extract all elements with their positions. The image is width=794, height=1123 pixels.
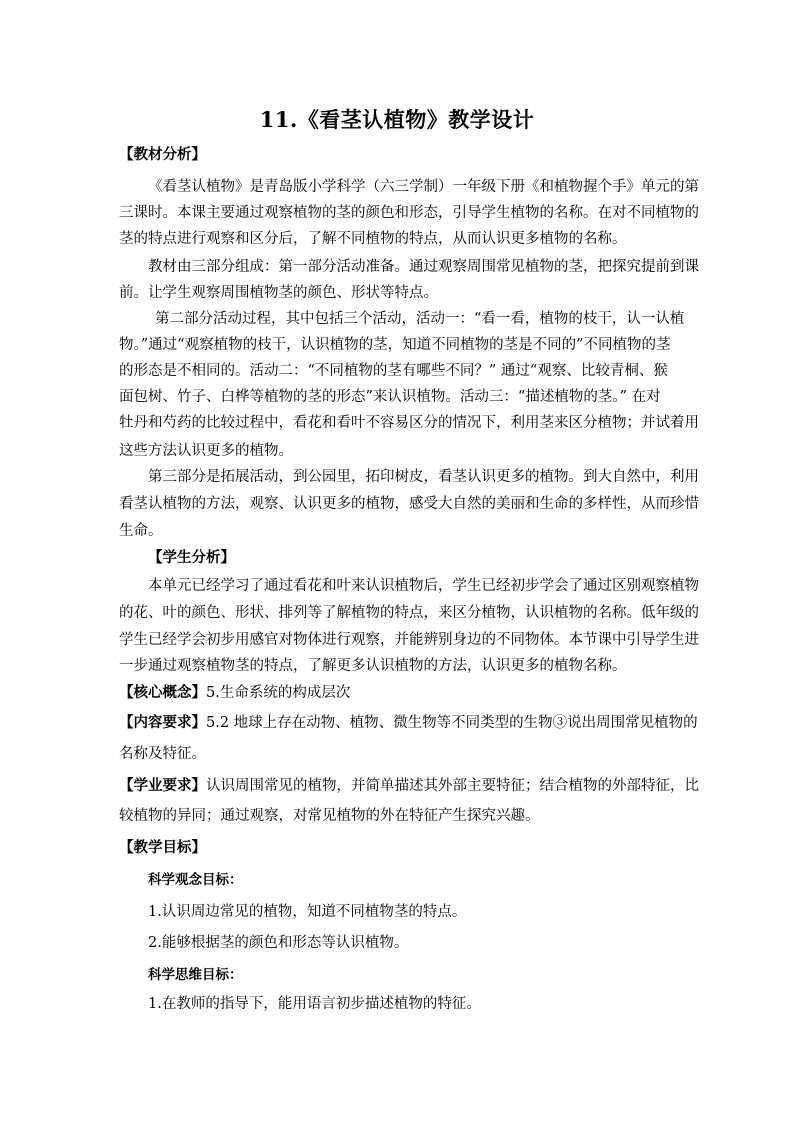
paragraph-line: 第二部分活动过程，其中包括三个活动，活动一：“看一看，植物的枝干，认一认植	[155, 311, 685, 327]
content-requirement-line	[119, 714, 698, 732]
paragraph-line: 三课时。本课主要通过观察植物的茎的颜色和形态，引导学生植物的名称。在对不同植物的	[119, 205, 699, 221]
learning-requirement-label: 【学业要求】	[119, 777, 206, 794]
paragraph-line: 教材由三部分组成：第一部分活动准备。通过观察周围常见植物的茎，把探究提前到课	[148, 259, 699, 275]
paragraph-line: 生命。	[119, 523, 163, 539]
subheading-concept-goals: 科学观念目标：	[148, 872, 243, 888]
section-heading-goals: 【教学目标】	[119, 839, 206, 856]
core-concept-text: 5.生命系统的构成层次	[206, 685, 351, 701]
section-heading-textbook: 【教材分析】	[119, 146, 206, 163]
paragraph-line: 这些方法认识更多的植物。	[119, 443, 293, 459]
paragraph-line: 第三部分是拓展活动，到公园里，拓印树皮，看茎认识更多的植物。到大自然中，利用	[148, 469, 699, 485]
paragraph-line: 本单元已经学习了通过看花和叶来认识植物后，学生已经初步学会了通过区别观察植物	[148, 578, 699, 594]
paragraph-line: 前。让学生观察周围植物茎的颜色、形状等特点。	[119, 285, 438, 301]
content-requirement-label: 【内容要求】	[119, 714, 206, 731]
paragraph-line: 一步通过观察植物茎的特点，了解更多认识植物的方法，认识更多的植物名称。	[119, 658, 627, 674]
paragraph-line: 《看茎认植物》是青岛版小学科学（六三学制）一年级下册《和植物握个手》单元的第	[148, 179, 699, 195]
paragraph-line: 牡丹和芍药的比较过程中，看花和看叶不容易区分的情况下，利用茎来区分植物；并试着用	[119, 415, 699, 431]
paragraph-line: 茎的特点进行观察和区分后，了解不同植物的特点，从而认识更多植物的名称。	[119, 231, 627, 247]
subheading-thinking-goals: 科学思维目标：	[148, 967, 243, 983]
paragraph-line: 看茎认植物的方法，观察、认识更多的植物，感受大自然的美丽和生命的多样性，从而珍惜	[119, 496, 699, 512]
goal-item: 1.认识周边常见的植物，知道不同植物茎的特点。	[148, 904, 467, 920]
paragraph-line: 的形态是不相同的。活动二：“不同植物的茎有哪些不同？” 通过“观察、比较青桐、猴	[119, 363, 668, 379]
core-concept-line	[119, 684, 350, 702]
document-title: 11.《看茎认植物》教学设计	[259, 107, 535, 132]
goal-item: 1.在教师的指导下，能用语言初步描述植物的特征。	[148, 996, 481, 1012]
goal-item: 2.能够根据茎的颜色和形态等认识植物。	[148, 935, 409, 951]
learning-requirement-line	[119, 777, 699, 795]
content-requirement-text: 5.2 地球上存在动物、植物、微生物等不同类型的生物③说出周围常见植物的	[206, 715, 698, 731]
section-heading-student: 【学生分析】	[148, 549, 235, 566]
learning-requirement-text: 认识周围常见的植物，并简单描述其外部主要特征；结合植物的外部特征，比	[206, 778, 699, 794]
paragraph-line: 较植物的异同；通过观察，对常见植物的外在特征产生探究兴趣。	[119, 808, 540, 824]
paragraph-line: 面包树、竹子、白桦等植物的茎的形态”来认识植物。活动三：“描述植物的茎。” 在对	[119, 389, 661, 405]
core-concept-label: 【核心概念】	[119, 684, 206, 701]
paragraph-line: 学生已经学会初步用感官对物体进行观察，并能辨别身边的不同物体。本节课中引导学生进	[119, 632, 699, 648]
paragraph-line: 名称及特征。	[119, 746, 206, 762]
paragraph-line: 的花、叶的颜色、形状、排列等了解植物的特点，来区分植物，认识植物的名称。低年级的	[119, 605, 699, 621]
paragraph-line: 物。”通过“观察植物的枝干，认识植物的茎，知道不同植物的茎是不同的”不同植物的茎	[119, 337, 671, 353]
